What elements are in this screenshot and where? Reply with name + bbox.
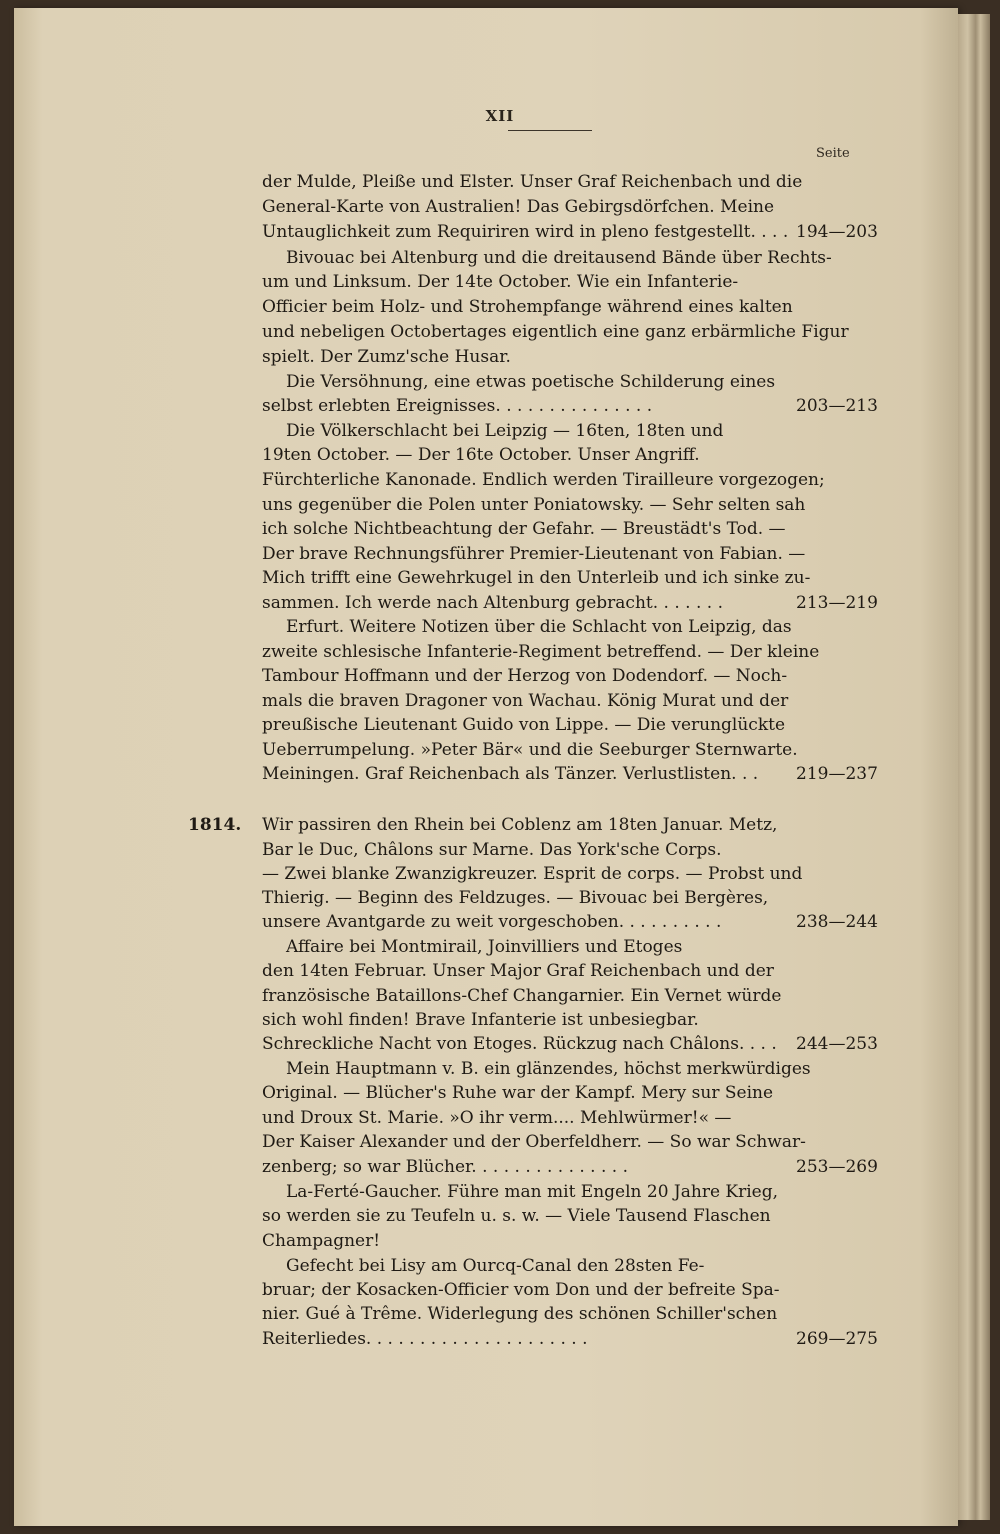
toc-line: Meiningen. Graf Reichenbach als Tänzer. Verlustlisten. . . [262, 764, 759, 784]
toc-line: — Zwei blanke Zwanzigkreuzer. Esprit de corps. — Probst und [262, 864, 803, 884]
toc-line: Untauglichkeit zum Requiriren wird in pleno festgestellt. . . . [262, 222, 789, 242]
toc-line: Affaire bei Montmirail, Joinvilliers und Etoges [286, 937, 683, 957]
toc-line: so werden sie zu Teufeln u. s. w. — Viele Tausend Flaschen [262, 1206, 771, 1226]
toc-line: sich wohl finden! Brave Infanterie ist unbesiegbar. [262, 1010, 699, 1030]
toc-line: Die Versöhnung, eine etwas poetische Schilderung eines [286, 372, 776, 392]
toc-line: nier. Gué à Trême. Widerlegung des schönen Schiller'schen [262, 1304, 778, 1324]
toc-line: unsere Avantgarde zu weit vorgeschoben. . . . . . . . . . [262, 912, 722, 932]
toc-line: Erfurt. Weitere Notizen über die Schlacht von Leipzig, das [286, 617, 792, 637]
toc-line: ich solche Nichtbeachtung der Gefahr. — Breustädt's Tod. — [262, 519, 786, 539]
toc-line: französische Bataillons-Chef Changarnier. Ein Vernet würde [262, 986, 782, 1006]
toc-line: zenberg; so war Blücher. . . . . . . . . . . . . . . [262, 1157, 629, 1177]
toc-line: Fürchterliche Kanonade. Endlich werden Tirailleure vorgezogen; [262, 470, 825, 490]
toc-line: bruar; der Kosacken-Officier vom Don und der befreite Spa- [262, 1280, 780, 1300]
toc-line: Original. — Blücher's Ruhe war der Kampf. Mery sur Seine [262, 1083, 774, 1103]
toc-line: Der Kaiser Alexander und der Oberfeldherr. — So war Schwar- [262, 1132, 806, 1152]
toc-line: Reiterliedes. . . . . . . . . . . . . . . . . . . . . [262, 1329, 588, 1349]
toc-line: Thierig. — Beginn des Feldzuges. — Bivouac bei Bergères, [262, 888, 769, 908]
toc-line: uns gegenüber die Polen unter Poniatowsky. — Sehr selten sah [262, 495, 806, 515]
toc-line: Bivouac bei Altenburg und die dreitausend Bände über Rechts- [286, 248, 832, 268]
toc-line: den 14ten Februar. Unser Major Graf Reichenbach und der [262, 961, 774, 981]
toc-line: und nebeligen Octobertages eigentlich eine ganz erbärmliche Figur [262, 322, 849, 342]
toc-line: zweite schlesische Infanterie-Regiment betreffend. — Der kleine [262, 642, 820, 662]
page-ref: 238—244 [796, 912, 878, 932]
toc-line: Mich trifft eine Gewehrkugel in den Unterleib und ich sinke zu- [262, 568, 811, 588]
toc-line: La-Ferté-Gaucher. Führe man mit Engeln 20 Jahre Krieg, [286, 1182, 779, 1202]
page-ref: 219—237 [796, 764, 878, 784]
toc-line: preußische Lieutenant Guido von Lippe. — Die verunglückte [262, 715, 786, 735]
toc-line: Der brave Rechnungsführer Premier-Lieutenant von Fabian. — [262, 544, 806, 564]
toc-line: Bar le Duc, Châlons sur Marne. Das York'sche Corps. [262, 840, 722, 860]
page-number: XII [485, 107, 515, 125]
page-ref: 244—253 [796, 1034, 878, 1054]
toc-line: Tambour Hoffmann und der Herzog von Dodendorf. — Noch- [262, 666, 788, 686]
toc-line: Ueberrumpelung. »Peter Bär« und die Seeburger Sternwarte. [262, 740, 798, 760]
toc-line: selbst erlebten Ereignisses. . . . . . . . . . . . . . . [262, 396, 653, 416]
year-label: 1814. [188, 815, 242, 835]
toc-line: der Mulde, Pleiße und Elster. Unser Graf Reichenbach und die [262, 172, 803, 192]
toc-line: um und Linksum. Der 14te October. Wie ein Infanterie- [262, 272, 739, 292]
toc-line: Mein Hauptmann v. B. ein glänzendes, höchst merkwürdiges [286, 1059, 811, 1079]
page-ref: 194—203 [796, 222, 878, 242]
toc-line: mals die braven Dragoner von Wachau. König Murat und der [262, 691, 789, 711]
toc-line: General-Karte von Australien! Das Gebirgsdörfchen. Meine [262, 197, 775, 217]
toc-line: spielt. Der Zumz'sche Husar. [262, 347, 511, 367]
toc-line: Officier beim Holz- und Strohempfange während eines kalten [262, 297, 793, 317]
toc-line: 19ten October. — Der 16te October. Unser Angriff. [262, 445, 700, 465]
page-ref: 269—275 [796, 1329, 878, 1349]
page-ref: 203—213 [796, 396, 878, 416]
toc-line: sammen. Ich werde nach Altenburg gebracht. . . . . . . [262, 593, 723, 613]
toc-line: und Droux St. Marie. »O ihr verm.... Mehlwürmer!« — [262, 1108, 732, 1128]
toc-line: Schreckliche Nacht von Etoges. Rückzug nach Châlons. . . . [262, 1034, 777, 1054]
page-ref: 253—269 [796, 1157, 878, 1177]
toc-line: Champagner! [262, 1231, 381, 1251]
page-ref: 213—219 [796, 593, 878, 613]
column-header-seite: Seite [816, 146, 850, 161]
toc-line: Gefecht bei Lisy am Ourcq-Canal den 28sten Fe- [286, 1256, 705, 1276]
toc-line: Wir passiren den Rhein bei Coblenz am 18ten Januar. Metz, [262, 815, 778, 835]
toc-line: Die Völkerschlacht bei Leipzig — 16ten, 18ten und [286, 421, 724, 441]
